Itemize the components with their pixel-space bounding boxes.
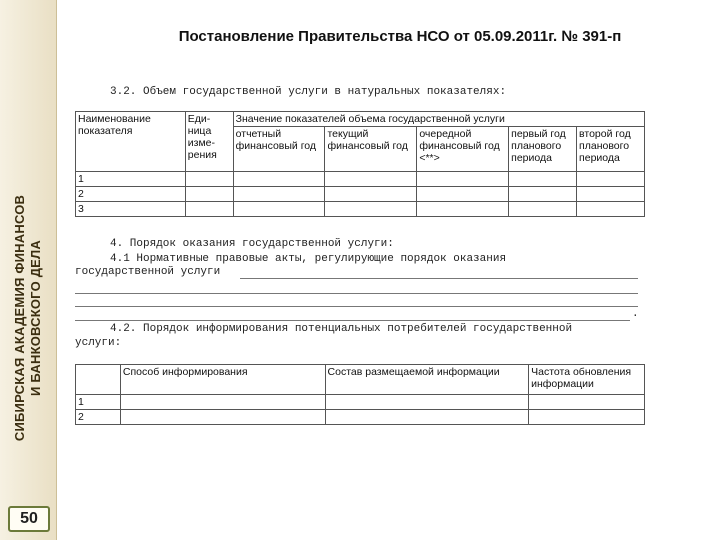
table-row: [76, 410, 645, 425]
sidebar: [0, 0, 57, 540]
table-row: [76, 172, 645, 187]
fill-line: [75, 306, 638, 307]
subheader-plan-year-2: второй год планового периода: [577, 127, 645, 172]
section-4-2-line-a: 4.2. Порядок информирования потенциальных потребителей государственной: [110, 323, 573, 335]
section-4-2-line-b: услуги:: [75, 337, 122, 349]
page-number: 50: [8, 506, 50, 532]
row-number: 2: [76, 410, 121, 425]
subheader-current-year: текущий финансовый год: [325, 127, 417, 172]
header-unit: Еди- ница изме- рения: [185, 112, 233, 172]
table-row: [76, 187, 645, 202]
info-table: [75, 364, 645, 425]
row-number: 1: [76, 395, 121, 410]
row-number: 1: [76, 172, 186, 187]
table-row: [76, 395, 645, 410]
section-4-1-line-b: государственной услуги: [75, 266, 221, 278]
subheader-report-year: отчетный финансовый год: [233, 127, 325, 172]
header-values: Значение показателей объема государственной услуги: [233, 112, 644, 127]
volume-table: [75, 111, 645, 217]
fill-line: [75, 293, 638, 294]
row-number: 3: [76, 202, 186, 217]
header-info-content: Состав размещаемой информации: [325, 365, 529, 395]
institution-line-2: И БАНКОВСКОГО ДЕЛА: [28, 240, 43, 396]
section-3-2-heading: 3.2. Объем государственной услуги в натуральных показателях:: [110, 86, 507, 98]
fill-line: [240, 278, 638, 279]
subheader-next-year: очередной финансовый год <**>: [417, 127, 509, 172]
fill-line: [75, 320, 630, 321]
section-4-heading: 4. Порядок оказания государственной услуги:: [110, 238, 394, 250]
page-title: Постановление Правительства НСО от 05.09.2011г. № 391-п: [178, 28, 622, 45]
table-row: [76, 202, 645, 217]
fill-dot: .: [632, 308, 639, 320]
vertical-institution-name: [12, 168, 44, 468]
subheader-plan-year-1: первый год планового периода: [509, 127, 577, 172]
institution-line-1: СИБИРСКАЯ АКАДЕМИЯ ФИНАНСОВ: [12, 194, 27, 442]
section-4-1-line-a: 4.1 Нормативные правовые акты, регулирующие порядок оказания: [110, 253, 507, 265]
header-indicator-name: Наименование показателя: [76, 112, 186, 172]
row-number: 2: [76, 187, 186, 202]
header-info-frequency: Частота обновления информации: [529, 365, 645, 395]
header-info-method: Способ информирования: [120, 365, 325, 395]
